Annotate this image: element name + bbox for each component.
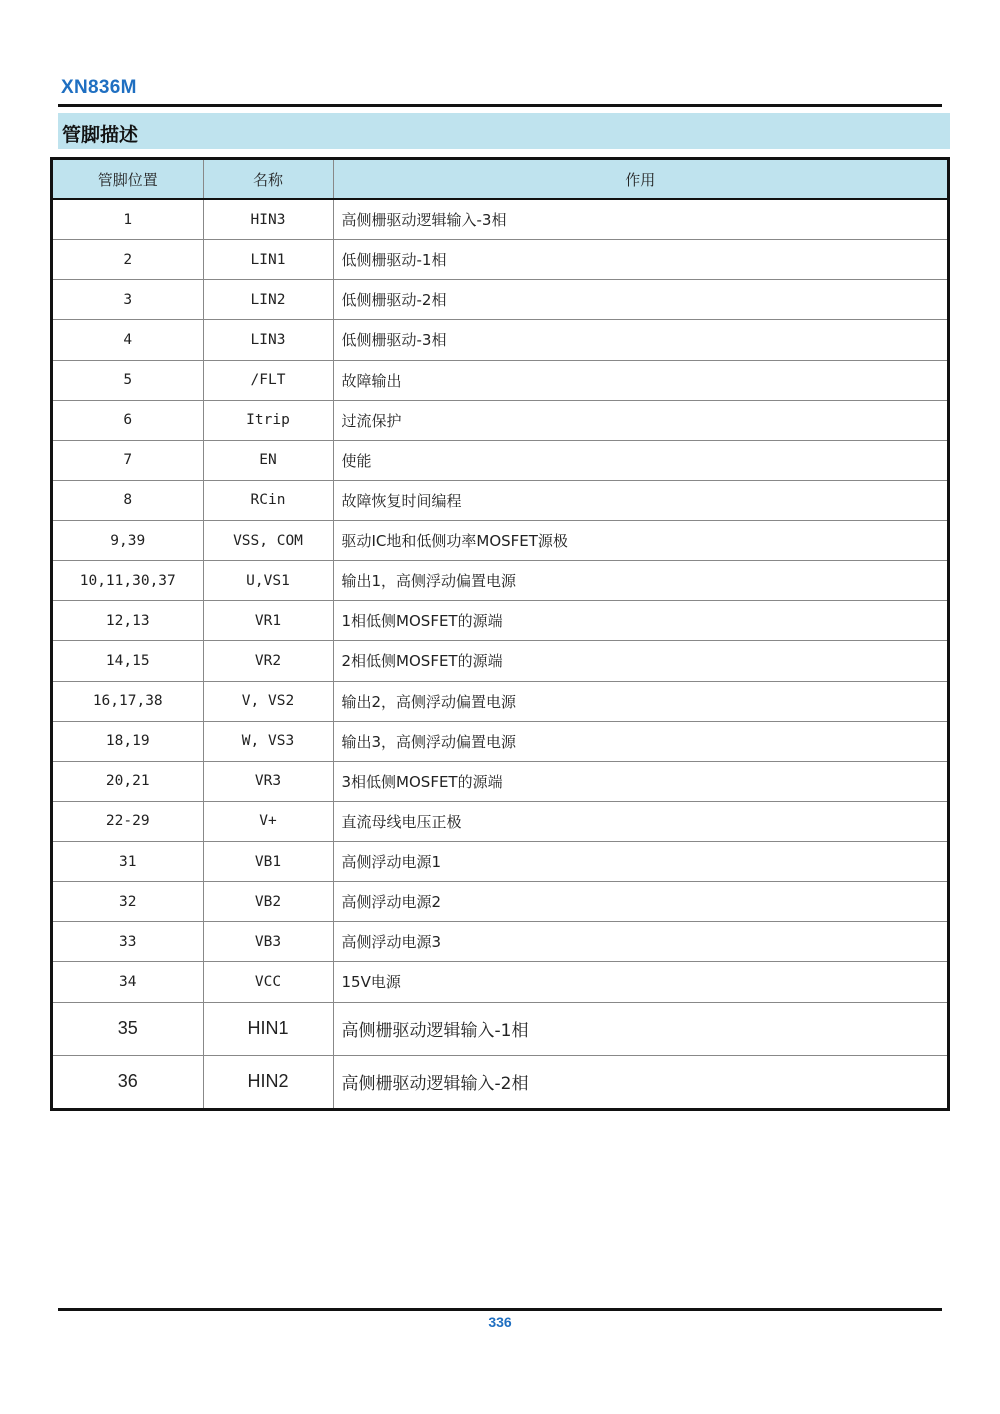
name-cell: LIN2 [203, 280, 333, 320]
table-row [53, 1055, 947, 1108]
function-cell: 使能 [333, 440, 947, 480]
name-cell: RCin [203, 480, 333, 520]
name-cell: VR1 [203, 601, 333, 641]
name-cell: VR3 [203, 761, 333, 801]
function-cell: 3相低侧MOSFET的源端 [333, 761, 947, 801]
table-row [53, 440, 947, 480]
name-cell: VSS, COM [203, 521, 333, 561]
section-heading-bar [58, 113, 950, 149]
table-row [53, 320, 947, 360]
pin-cell: 2 [53, 240, 203, 280]
table-row [53, 561, 947, 601]
function-cell: 直流母线电压正极 [333, 801, 947, 841]
table-row [53, 360, 947, 400]
pin-cell: 22-29 [53, 801, 203, 841]
table-row [53, 480, 947, 520]
pin-cell: 3 [53, 280, 203, 320]
function-cell: 低侧栅驱动-3相 [333, 320, 947, 360]
function-cell: 2相低侧MOSFET的源端 [333, 641, 947, 681]
name-cell: HIN3 [203, 199, 333, 240]
pin-cell: 20,21 [53, 761, 203, 801]
name-cell: VCC [203, 962, 333, 1002]
pin-cell: 33 [53, 922, 203, 962]
pin-cell: 18,19 [53, 721, 203, 761]
table-row [53, 842, 947, 882]
table-row [53, 521, 947, 561]
column-header-pin: 管脚位置 [53, 160, 203, 199]
name-cell: /FLT [203, 360, 333, 400]
footer-divider [58, 1308, 942, 1311]
pin-description-table [50, 157, 950, 1111]
pin-cell: 34 [53, 962, 203, 1002]
name-cell: Itrip [203, 400, 333, 440]
table-header-row [53, 160, 947, 199]
name-cell: V, VS2 [203, 681, 333, 721]
name-cell: HIN2 [203, 1055, 333, 1108]
table-row [53, 962, 947, 1002]
pin-cell: 6 [53, 400, 203, 440]
name-cell: VB2 [203, 882, 333, 922]
function-cell: 高侧栅驱动逻辑输入-2相 [333, 1055, 947, 1108]
pin-cell: 5 [53, 360, 203, 400]
table-row [53, 681, 947, 721]
table-row [53, 801, 947, 841]
table-row [53, 641, 947, 681]
function-cell: 低侧栅驱动-2相 [333, 280, 947, 320]
function-cell: 高侧浮动电源2 [333, 882, 947, 922]
table-row [53, 240, 947, 280]
function-cell: 15V电源 [333, 962, 947, 1002]
function-cell: 故障恢复时间编程 [333, 480, 947, 520]
name-cell: U,VS1 [203, 561, 333, 601]
name-cell: W, VS3 [203, 721, 333, 761]
table-row [53, 280, 947, 320]
function-cell: 过流保护 [333, 400, 947, 440]
page-number: 336 [488, 1314, 512, 1330]
pin-cell: 12,13 [53, 601, 203, 641]
name-cell: HIN1 [203, 1002, 333, 1055]
table-row [53, 922, 947, 962]
function-cell: 低侧栅驱动-1相 [333, 240, 947, 280]
name-cell: VB1 [203, 842, 333, 882]
pin-cell: 35 [53, 1002, 203, 1055]
function-cell: 输出1，高侧浮动偏置电源 [333, 561, 947, 601]
pin-cell: 4 [53, 320, 203, 360]
table-row [53, 199, 947, 240]
pin-cell: 31 [53, 842, 203, 882]
pin-cell: 32 [53, 882, 203, 922]
table-row [53, 882, 947, 922]
section-heading: 管脚描述 [62, 124, 139, 146]
column-header-function: 作用 [333, 160, 947, 199]
pin-cell: 1 [53, 199, 203, 240]
table-row [53, 601, 947, 641]
pin-cell: 7 [53, 440, 203, 480]
name-cell: EN [203, 440, 333, 480]
document-title: XN836M [61, 77, 137, 98]
pin-cell: 9,39 [53, 521, 203, 561]
function-cell: 高侧浮动电源1 [333, 842, 947, 882]
header-divider [58, 104, 942, 107]
column-header-name: 名称 [203, 160, 333, 199]
table-row [53, 761, 947, 801]
function-cell: 高侧栅驱动逻辑输入-1相 [333, 1002, 947, 1055]
pin-cell: 36 [53, 1055, 203, 1108]
name-cell: VB3 [203, 922, 333, 962]
pin-cell: 14,15 [53, 641, 203, 681]
name-cell: LIN3 [203, 320, 333, 360]
name-cell: V+ [203, 801, 333, 841]
pin-cell: 16,17,38 [53, 681, 203, 721]
name-cell: LIN1 [203, 240, 333, 280]
function-cell: 高侧浮动电源3 [333, 922, 947, 962]
table-row [53, 1002, 947, 1055]
function-cell: 高侧栅驱动逻辑输入-3相 [333, 199, 947, 240]
name-cell: VR2 [203, 641, 333, 681]
table-row [53, 400, 947, 440]
pin-cell: 10,11,30,37 [53, 561, 203, 601]
function-cell: 驱动IC地和低侧功率MOSFET源极 [333, 521, 947, 561]
table-row [53, 721, 947, 761]
function-cell: 输出2，高侧浮动偏置电源 [333, 681, 947, 721]
pin-cell: 8 [53, 480, 203, 520]
function-cell: 输出3，高侧浮动偏置电源 [333, 721, 947, 761]
function-cell: 1相低侧MOSFET的源端 [333, 601, 947, 641]
function-cell: 故障输出 [333, 360, 947, 400]
